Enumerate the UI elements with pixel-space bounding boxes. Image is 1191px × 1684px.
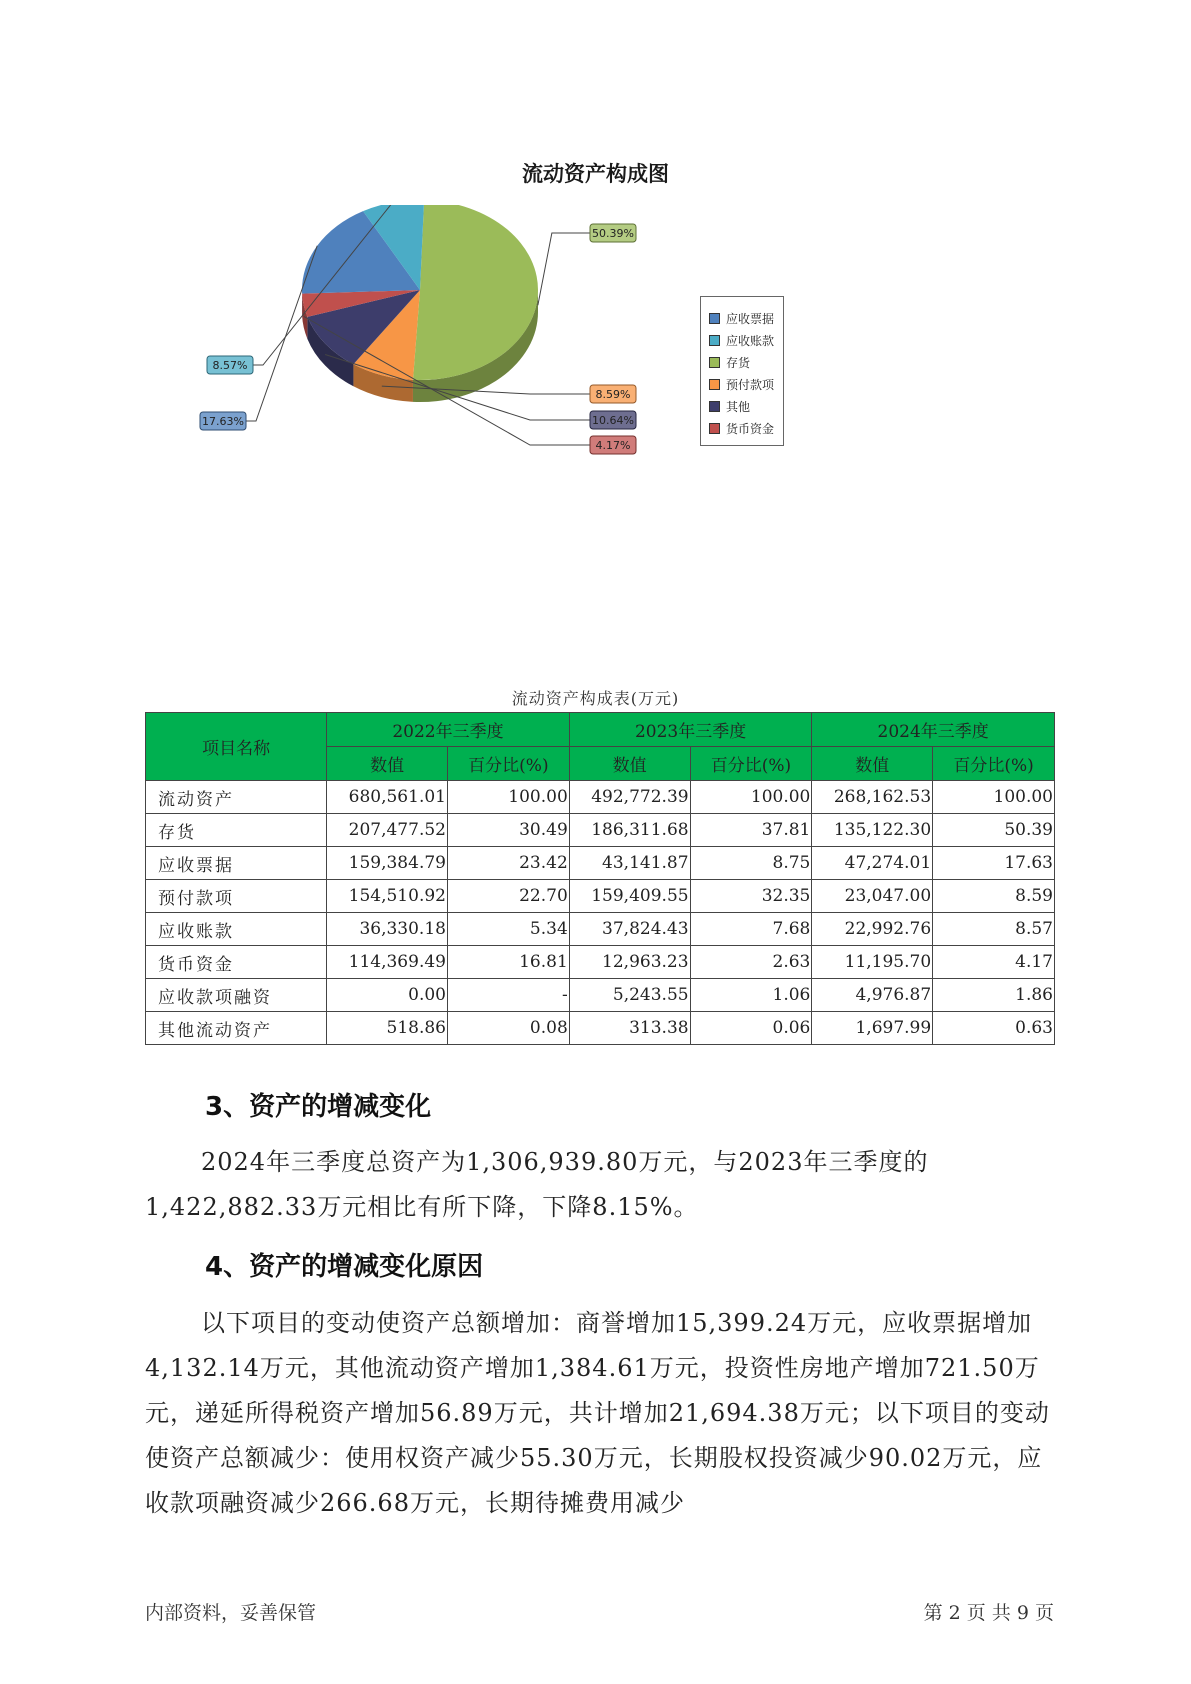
legend-item-cash — [709, 417, 783, 439]
row-name: 应收款项融资 — [146, 979, 327, 1012]
header-percent: 百分比(%) — [933, 747, 1055, 781]
footer-confidential-note: 内部资料，妥善保管 — [145, 1602, 317, 1624]
cell-value: 11,195.70 — [812, 946, 933, 979]
legend-label: 货币资金 — [726, 421, 775, 436]
cell-value: 1,697.99 — [812, 1012, 933, 1045]
pie-chart — [195, 205, 665, 465]
legend-label: 存货 — [726, 355, 751, 370]
section-heading-asset-change-reasons: 4、资产的增减变化原因 — [205, 1252, 484, 1282]
cell-value: 37,824.43 — [569, 913, 690, 946]
cell-value: 4,976.87 — [812, 979, 933, 1012]
row-name: 其他流动资产 — [146, 1012, 327, 1045]
cell-value: 43,141.87 — [569, 847, 690, 880]
cell-value: 186,311.68 — [569, 814, 690, 847]
table-row — [146, 946, 1055, 979]
table-row — [146, 880, 1055, 913]
legend-item-other — [709, 395, 783, 417]
cell-percent: 32.35 — [690, 880, 812, 913]
table-row — [146, 814, 1055, 847]
header-value: 数值 — [327, 747, 448, 781]
cell-value: 207,477.52 — [327, 814, 448, 847]
header-value: 数值 — [812, 747, 933, 781]
row-name: 货币资金 — [146, 946, 327, 979]
cell-percent: 2.63 — [690, 946, 812, 979]
cell-value: 23,047.00 — [812, 880, 933, 913]
cell-percent: 7.68 — [690, 913, 812, 946]
legend-item-notes-receivable — [709, 307, 783, 329]
cell-percent: 17.63 — [933, 847, 1055, 880]
table-row — [146, 847, 1055, 880]
cell-percent: 30.49 — [447, 814, 569, 847]
table-header-row — [146, 713, 1055, 747]
cell-percent: 22.70 — [447, 880, 569, 913]
legend-swatch — [709, 313, 720, 324]
footer-page-number: 第 2 页 共 9 页 — [923, 1602, 1054, 1624]
table-row — [146, 781, 1055, 814]
section-paragraph-asset-change: 2024年三季度总资产为1,306,939.80万元，与2023年三季度的1,422,882.33万元相比有所下降，下降8.15%。 — [145, 1148, 929, 1221]
legend-swatch — [709, 401, 720, 412]
cell-value: 135,122.30 — [812, 814, 933, 847]
cell-percent: 8.57 — [933, 913, 1055, 946]
cell-value: 36,330.18 — [327, 913, 448, 946]
data-label: 10.64% — [592, 414, 634, 427]
cell-value: 159,384.79 — [327, 847, 448, 880]
cell-percent: 1.86 — [933, 979, 1055, 1012]
cell-value: 268,162.53 — [812, 781, 933, 814]
legend-swatch — [709, 423, 720, 434]
cell-percent: 1.06 — [690, 979, 812, 1012]
table-row — [146, 1012, 1055, 1045]
header-year-2023: 2023年三季度 — [569, 713, 812, 747]
cell-percent: 100.00 — [447, 781, 569, 814]
data-label: 17.63% — [202, 415, 244, 428]
legend-label: 应收账款 — [726, 333, 775, 348]
cell-value: 114,369.49 — [327, 946, 448, 979]
header-percent: 百分比(%) — [690, 747, 812, 781]
cell-percent: 37.81 — [690, 814, 812, 847]
row-name: 流动资产 — [146, 781, 327, 814]
header-item-name: 项目名称 — [146, 713, 327, 781]
cell-value: 159,409.55 — [569, 880, 690, 913]
table-row — [146, 913, 1055, 946]
cell-percent: - — [447, 979, 569, 1012]
cell-percent: 100.00 — [933, 781, 1055, 814]
cell-percent: 8.75 — [690, 847, 812, 880]
cell-percent: 50.39 — [933, 814, 1055, 847]
table-caption: 流动资产构成表(万元) — [511, 689, 680, 708]
cell-percent: 0.63 — [933, 1012, 1055, 1045]
legend-label: 其他 — [726, 399, 751, 414]
cell-value: 0.00 — [327, 979, 448, 1012]
legend-item-accounts-receivable — [709, 329, 783, 351]
row-name: 存货 — [146, 814, 327, 847]
chart-title: 流动资产构成图 — [522, 162, 669, 186]
cell-value: 12,963.23 — [569, 946, 690, 979]
cell-value: 47,274.01 — [812, 847, 933, 880]
legend-swatch — [709, 379, 720, 390]
header-year-2024: 2024年三季度 — [812, 713, 1055, 747]
cell-percent: 23.42 — [447, 847, 569, 880]
data-label: 4.17% — [595, 439, 631, 452]
cell-value: 313.38 — [569, 1012, 690, 1045]
section-paragraph-asset-change-reasons: 以下项目的变动使资产总额增加：商誉增加15,399.24万元，应收票据增加4,132.14万元，其他流动资产增加1,384.61万元，投资性房地产增加721.50万元，递延所得税资产增加56.89万元，共计增加21,694.38万元；以下项目的变动使资产总额减少：使用权资产减少55.30万元，长期股权投资减少90.02万元，应收款项融资减少266.68万元，长期待摊费用减少 — [145, 1309, 1050, 1517]
cell-percent: 5.34 — [447, 913, 569, 946]
cell-value: 154,510.92 — [327, 880, 448, 913]
legend-label: 应收票据 — [726, 311, 775, 326]
section-heading-asset-change: 3、资产的增减变化 — [205, 1092, 432, 1122]
header-year-2022: 2022年三季度 — [327, 713, 570, 747]
cell-percent: 16.81 — [447, 946, 569, 979]
data-label: 8.57% — [212, 359, 248, 372]
header-value: 数值 — [569, 747, 690, 781]
data-label: 8.59% — [595, 388, 631, 401]
legend-swatch — [709, 335, 720, 346]
cell-value: 680,561.01 — [327, 781, 448, 814]
current-assets-table — [145, 712, 1055, 1045]
cell-value: 492,772.39 — [569, 781, 690, 814]
cell-value: 518.86 — [327, 1012, 448, 1045]
row-name: 应收票据 — [146, 847, 327, 880]
legend-label: 预付款项 — [726, 377, 775, 392]
leader-line — [538, 233, 590, 305]
chart-legend — [700, 296, 784, 446]
cell-percent: 8.59 — [933, 880, 1055, 913]
header-percent: 百分比(%) — [447, 747, 569, 781]
cell-percent: 100.00 — [690, 781, 812, 814]
cell-percent: 0.06 — [690, 1012, 812, 1045]
cell-percent: 4.17 — [933, 946, 1055, 979]
legend-item-inventory — [709, 351, 783, 373]
cell-percent: 0.08 — [447, 1012, 569, 1045]
row-name: 预付款项 — [146, 880, 327, 913]
cell-value: 5,243.55 — [569, 979, 690, 1012]
legend-swatch — [709, 357, 720, 368]
row-name: 应收账款 — [146, 913, 327, 946]
legend-item-prepayments — [709, 373, 783, 395]
cell-value: 22,992.76 — [812, 913, 933, 946]
table-row — [146, 979, 1055, 1012]
data-label: 50.39% — [592, 227, 634, 240]
